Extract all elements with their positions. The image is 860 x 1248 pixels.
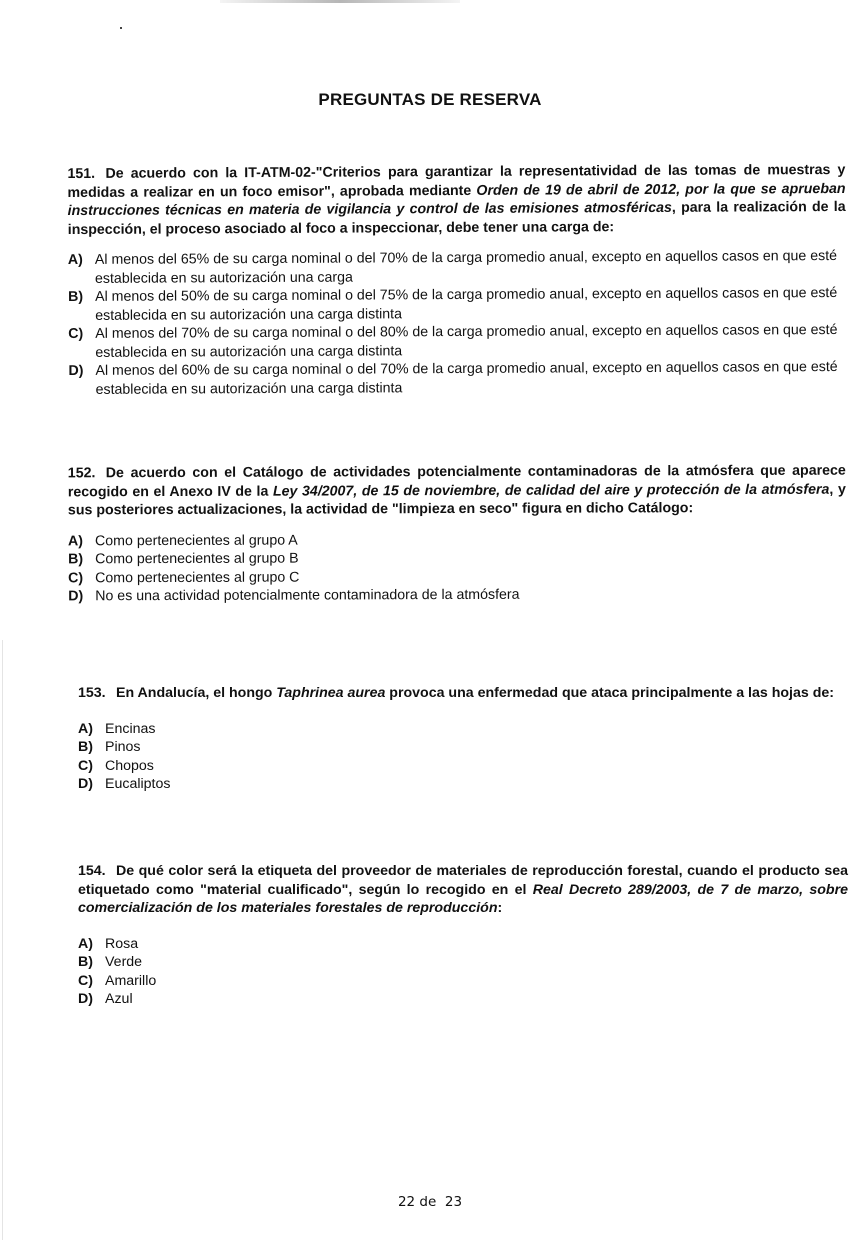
- option-text: Chopos: [105, 757, 154, 774]
- answer-option-c: [78, 757, 848, 776]
- option-letter: B): [68, 288, 84, 306]
- option-letter: A): [78, 720, 93, 737]
- option-text: Rosa: [105, 935, 139, 952]
- stem-text: De qué color será la etiqueta del proveedor de materiales de reproducción forestal, cuando el producto sea etiquetado como "material cualificado", según lo recogido en el: [78, 863, 848, 898]
- question-stem: [78, 684, 848, 703]
- stem-citation: Ley 34/2007, de 15 de noviembre, de calidad del aire y protección de la atmósfera: [272, 481, 830, 500]
- option-letter: C): [78, 757, 93, 774]
- stem-text: De acuerdo con el Catálogo de actividades potencialmente contaminadoras de la atmósfera que aparece recogido en el Anexo IV de la: [67, 462, 846, 500]
- option-letter: D): [78, 991, 93, 1007]
- option-text: Al menos del 60% de su carga nominal o del 70% de la carga promedio anual, excepto en aquellos casos en que esté establecida en su autorización una carga distinta: [95, 359, 838, 398]
- stem-text: , para la realización de la inspección, el proceso asociado al foco a inspeccionar, debe tener una carga de:: [67, 198, 846, 238]
- option-text: No es una actividad potencialmente contaminadora de la atmósfera: [95, 586, 520, 605]
- stem-citation: Real Decreto 289/2003, de 7 de marzo, sobre comercialización de los materiales forestales de reproducción: [78, 881, 848, 916]
- stem-text: De acuerdo con la IT-ATM-02-"Criterios para garantizar la representatividad de las tomas de muestras y medidas a realizar en un foco emisor", aprobada mediante: [67, 161, 846, 201]
- option-text: Verde: [105, 954, 143, 970]
- answer-options: [68, 529, 846, 606]
- question-stem: [67, 161, 845, 239]
- option-letter: D): [78, 776, 93, 792]
- option-text: Amarillo: [105, 972, 157, 989]
- option-letter: B): [78, 954, 93, 970]
- stem-text: En Andalucía, el hongo: [116, 685, 277, 701]
- question-154: [78, 862, 848, 1009]
- question-number: 151.: [67, 165, 96, 183]
- option-letter: B): [68, 551, 84, 568]
- stem-text: , y sus posteriores actualizaciones, la actividad de "limpieza en seco" figura en dicho Catálogo:: [67, 481, 846, 519]
- option-text: Al menos del 50% de su carga nominal o del 75% de la carga promedio anual, excepto en aquellos casos en que esté establecida en su autorización una carga distinta: [95, 285, 838, 324]
- option-letter: A): [67, 251, 83, 269]
- question-152: [68, 462, 846, 606]
- question-153: [78, 684, 848, 794]
- stem-species-name: Taphrinea aurea: [276, 685, 386, 701]
- question-number: 154.: [78, 863, 106, 879]
- answer-option-a: [78, 720, 848, 739]
- answer-option-a: [78, 935, 848, 954]
- question-stem: [68, 462, 846, 520]
- stem-text: provoca una enfermedad que ataca principalmente a las hojas de:: [385, 685, 834, 701]
- answer-option-a: [68, 247, 846, 288]
- question-number: 152.: [67, 465, 96, 482]
- answer-options: [78, 720, 848, 794]
- stem-citation: Orden de 19 de abril de 2012, por la que se aprueban instrucciones técnicas en materia de vigilancia y control de las emisiones atmosféricas: [67, 180, 846, 220]
- answer-option-d: [68, 358, 846, 399]
- scan-speck: [120, 27, 122, 29]
- option-text: Al menos del 70% de su carga nominal o del 80% de la carga promedio anual, excepto en aquellos casos en que esté establecida en su autorización una carga distinta: [95, 322, 838, 361]
- question-number: 153.: [78, 685, 106, 701]
- stem-text: :: [497, 900, 503, 916]
- question-stem: [78, 862, 848, 918]
- question-151: [67, 161, 846, 399]
- answer-options: [68, 247, 847, 399]
- option-letter: C): [68, 569, 84, 586]
- option-text: Al menos del 65% de su carga nominal o del 70% de la carga promedio anual, excepto en aquellos casos en que esté establecida en su autorización una carga: [94, 248, 838, 287]
- answer-option-c: [68, 321, 846, 362]
- answer-option-d: [78, 990, 848, 1009]
- option-text: Como pertenecientes al grupo B: [95, 550, 299, 568]
- answer-option-c: [78, 972, 848, 991]
- answer-option-b: [68, 284, 846, 325]
- option-letter: D): [68, 362, 84, 380]
- option-text: Como pertenecientes al grupo C: [95, 569, 300, 586]
- option-letter: D): [68, 588, 84, 605]
- scan-edge-line: [2, 640, 3, 1240]
- option-letter: B): [78, 739, 93, 755]
- option-text: Pinos: [105, 739, 141, 755]
- answer-option-d: [68, 585, 846, 606]
- option-text: Como pertenecientes al grupo A: [94, 532, 298, 549]
- scan-artifact-top: [220, 0, 460, 3]
- option-letter: A): [78, 935, 93, 952]
- answer-options: [78, 935, 848, 1009]
- page-number: 22 de 23: [397, 1194, 463, 1210]
- option-text: Eucaliptos: [105, 776, 171, 792]
- option-letter: A): [67, 532, 84, 549]
- option-letter: C): [78, 972, 93, 989]
- answer-option-b: [78, 738, 848, 757]
- answer-option-b: [78, 953, 848, 972]
- option-text: Encinas: [105, 720, 156, 737]
- option-letter: C): [68, 325, 84, 343]
- answer-option-d: [78, 775, 848, 794]
- page-title: PREGUNTAS DE RESERVA: [318, 90, 542, 109]
- option-text: Azul: [105, 991, 133, 1007]
